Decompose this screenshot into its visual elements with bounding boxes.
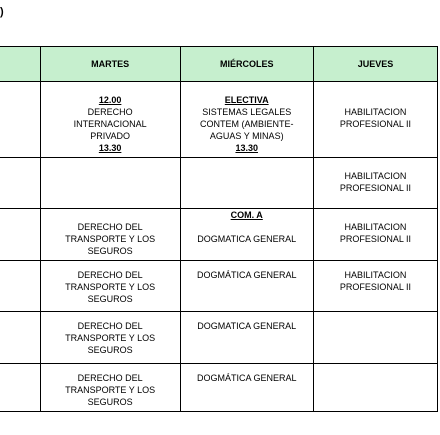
cell-martes — [40, 261, 180, 312]
table-row — [0, 209, 438, 261]
subject-line: HABILITACION — [344, 222, 407, 232]
cell-martes — [40, 312, 180, 364]
subject-line: DERECHO DEL — [77, 270, 143, 280]
cell-jueves — [313, 158, 437, 209]
time-end: 13.30 — [98, 143, 122, 153]
table-row — [0, 261, 438, 312]
table-row — [0, 158, 438, 209]
cell-miercoles — [180, 364, 313, 412]
subject-line: INTERNACIONAL — [73, 119, 147, 129]
subject-line: PRIVADO — [90, 131, 131, 141]
table-row — [0, 312, 438, 364]
schedule-table — [0, 46, 438, 412]
header-row — [0, 47, 438, 82]
row-label-cell — [0, 209, 40, 261]
subject-line: HABILITACION — [344, 171, 407, 181]
cell-miercoles — [180, 209, 313, 261]
subject-line: SISTEMAS LEGALES — [202, 107, 292, 117]
row-label-cell — [0, 312, 40, 364]
row-label-cell — [0, 82, 40, 158]
subject-line: DOGMÁTICA GENERAL — [196, 270, 297, 280]
subject-line: DERECHO DEL — [77, 222, 143, 232]
time-start: 12.00 — [98, 95, 122, 105]
subject-line: DERECHO DEL — [77, 321, 143, 331]
subject-line: PROFESIONAL II — [339, 183, 412, 193]
subject-line: DOGMATICA GENERAL — [197, 321, 297, 331]
cell-jueves — [313, 261, 437, 312]
cell-martes — [40, 209, 180, 261]
cell-martes — [40, 364, 180, 412]
subject-line: HABILITACION — [344, 270, 407, 280]
subject-line: DERECHO — [87, 107, 133, 117]
corner-fragment: ) — [0, 6, 4, 18]
cell-jueves — [313, 364, 437, 412]
row-label-cell — [0, 261, 40, 312]
subject-line: CONTEM (AMBIENTE- — [199, 119, 294, 129]
header-miercoles: MIÉRCOLES — [180, 47, 313, 82]
time-end: 13.30 — [235, 143, 258, 153]
subject-line: PROFESIONAL II — [339, 282, 412, 292]
subject-line: TRANSPORTE Y LOS — [65, 385, 156, 395]
cell-jueves — [313, 209, 437, 261]
cell-miercoles — [180, 158, 313, 209]
header-col-left — [0, 47, 40, 82]
elective-title: ELECTIVA — [224, 95, 269, 105]
header-jueves: JUEVES — [313, 47, 437, 82]
subject-line: TRANSPORTE Y LOS — [65, 333, 156, 343]
cell-miercoles — [180, 312, 313, 364]
subject-line: SEGUROS — [87, 397, 133, 407]
subject-line: PROFESIONAL II — [339, 234, 412, 244]
subject-line: SEGUROS — [87, 246, 133, 256]
row-label-cell — [0, 158, 40, 209]
cell-martes — [40, 82, 180, 158]
cell-miercoles — [180, 261, 313, 312]
row-label-cell — [0, 364, 40, 412]
subject-line: TRANSPORTE Y LOS — [65, 282, 156, 292]
cell-jueves — [313, 312, 437, 364]
subject-line: DOGMÁTICA GENERAL — [196, 373, 297, 383]
subject-line: SEGUROS — [87, 294, 133, 304]
table-row — [0, 364, 438, 412]
subject-line: PROFESIONAL II — [339, 119, 412, 129]
commission-label: COM. A — [230, 210, 263, 220]
header-martes: MARTES — [40, 47, 180, 82]
subject-line: DOGMATICA GENERAL — [197, 234, 297, 244]
cell-jueves — [313, 82, 437, 158]
subject-line: HABILITACION — [344, 107, 407, 117]
subject-line: SEGUROS — [87, 345, 133, 355]
subject-line: DERECHO DEL — [77, 373, 143, 383]
subject-line: AGUAS Y MINAS) — [209, 131, 284, 141]
cell-miercoles — [180, 82, 313, 158]
cell-martes — [40, 158, 180, 209]
table-row — [0, 82, 438, 158]
subject-line: TRANSPORTE Y LOS — [65, 234, 156, 244]
